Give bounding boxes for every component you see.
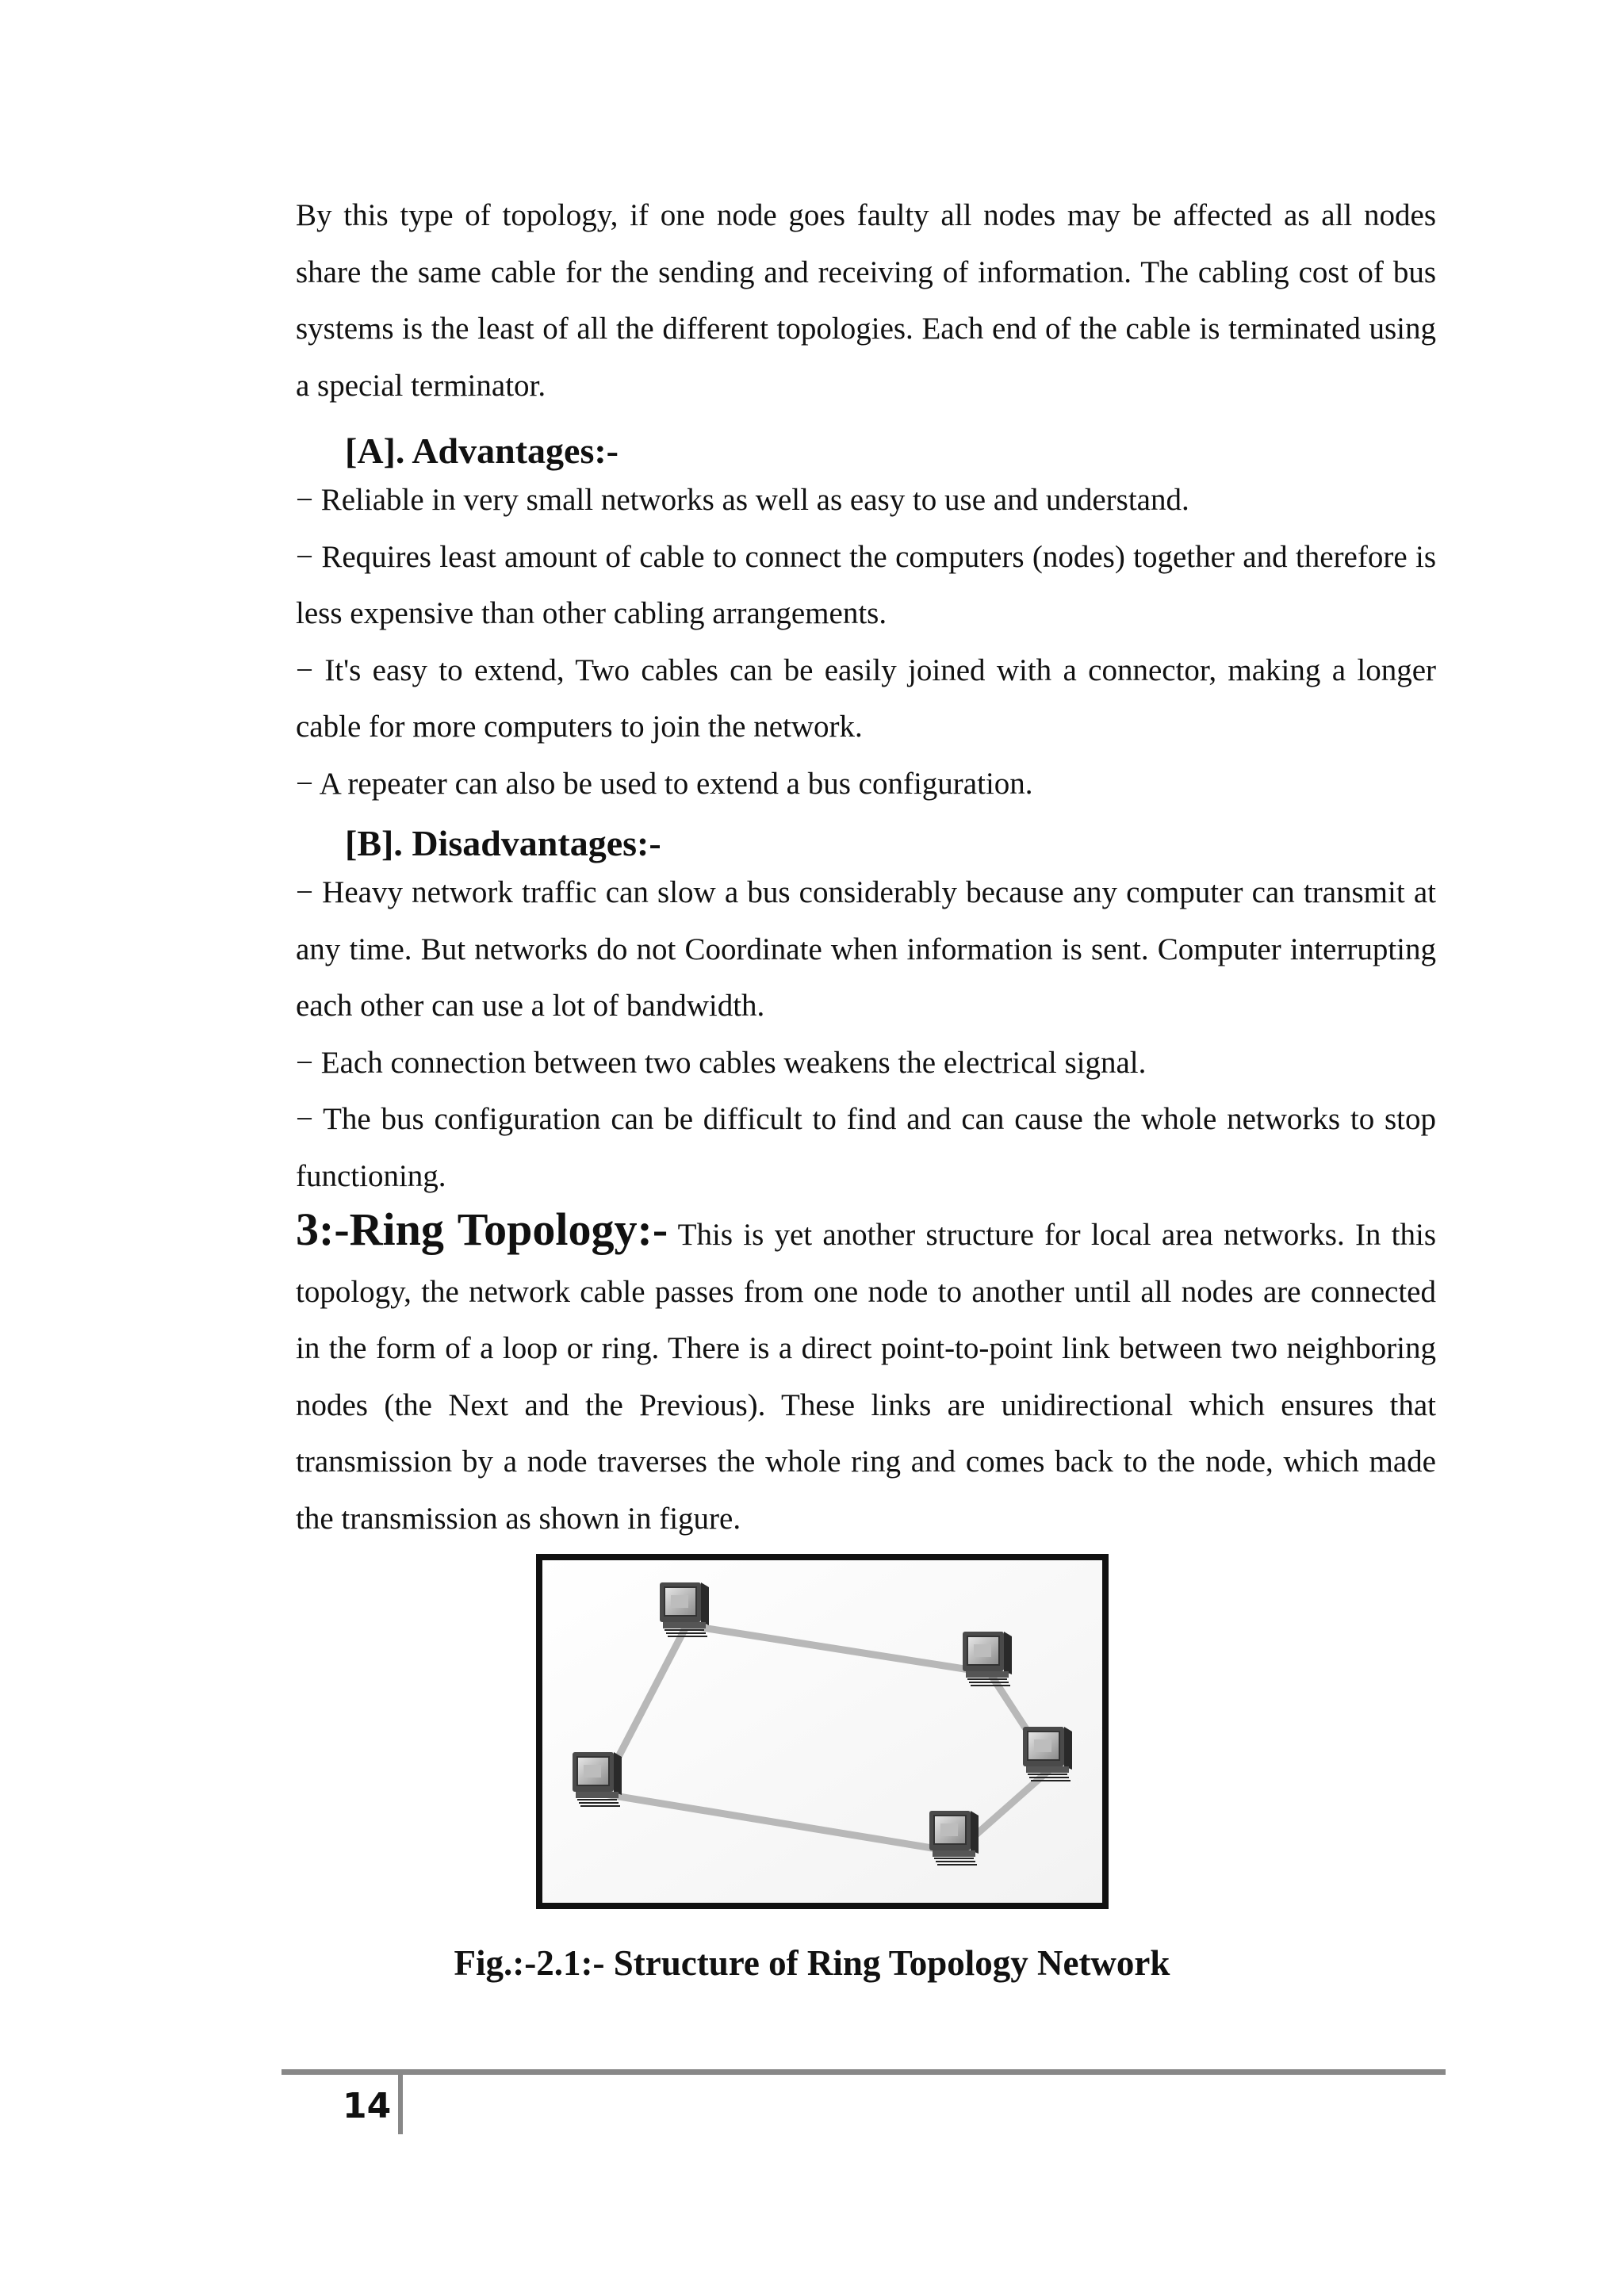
disadvantage-item: − The bus configuration can be difficult to find and can cause the whole networks to stop functioning.: [296, 1102, 1436, 1193]
computer-monitor-icon: [1023, 1727, 1072, 1781]
advantages-heading: [A]. Advantages:-: [345, 430, 619, 471]
computer-monitor-icon: [660, 1582, 709, 1636]
figure-caption: Fig.:-2.1:- Structure of Ring Topology Network: [454, 1943, 1170, 1983]
disadvantage-item: − Heavy network traffic can slow a bus considerably because any computer can transmit at any time. But networks do not Coordinate when information is sent. Computer interrupting each other can use a lot of bandwidth.: [296, 875, 1436, 1023]
advantage-item: − It's easy to extend, Two cables can be easily joined with a connector, making a longer cable for more computers to join the network.: [296, 652, 1436, 744]
footer-rule: [282, 2069, 1446, 2075]
ring-topology-text: This is yet another structure for local area networks. In this topology, the network cable passes from one node to another until all nodes are connected in the form of a loop or ring. There is a direct point-to-point link between two neighboring nodes (the Next and the Previous). These links are unidirectional which ensures that transmission by a node traverses the whole ring and comes back to the node, which made the transmission as shown in figure.: [296, 1218, 1436, 1536]
ring-topology-figure: [536, 1554, 1109, 1909]
ring-diagram: [536, 1554, 1109, 1909]
disadvantages-heading: [B]. Disadvantages:-: [345, 823, 661, 863]
ring-topology-title: 3:-Ring Topology:-: [296, 1203, 668, 1255]
ring-paragraph: [296, 1201, 1436, 1547]
page-number-divider: [398, 2072, 403, 2134]
disadvantage-item: − Each connection between two cables weakens the electrical signal.: [296, 1045, 1147, 1080]
figure-frame: [539, 1557, 1105, 1906]
computer-monitor-icon: [573, 1752, 622, 1806]
intro-block: [296, 187, 1436, 414]
advantage-item: − Requires least amount of cable to connect the computers (nodes) together and therefore is less expensive than other cabling arrangements.: [296, 539, 1436, 630]
intro-paragraph: By this type of topology, if one node goes faulty all nodes may be affected as all nodes share the same cable for the sending and receiving of information. The cabling cost of bus systems is the least of all the different topologies. Each end of the cable is terminated using a special terminator.: [296, 198, 1436, 403]
advantage-item: − A repeater can also be used to extend a bus configuration.: [296, 766, 1033, 801]
advantages-section: [296, 424, 1436, 812]
computer-monitor-icon: [929, 1811, 979, 1865]
page-number: 14: [343, 2086, 392, 2126]
computer-monitor-icon: [963, 1632, 1012, 1686]
disadvantages-section: [296, 817, 1436, 1204]
advantage-item: − Reliable in very small networks as well as easy to use and understand.: [296, 483, 1189, 517]
ring-topology-section: [296, 1201, 1436, 1547]
